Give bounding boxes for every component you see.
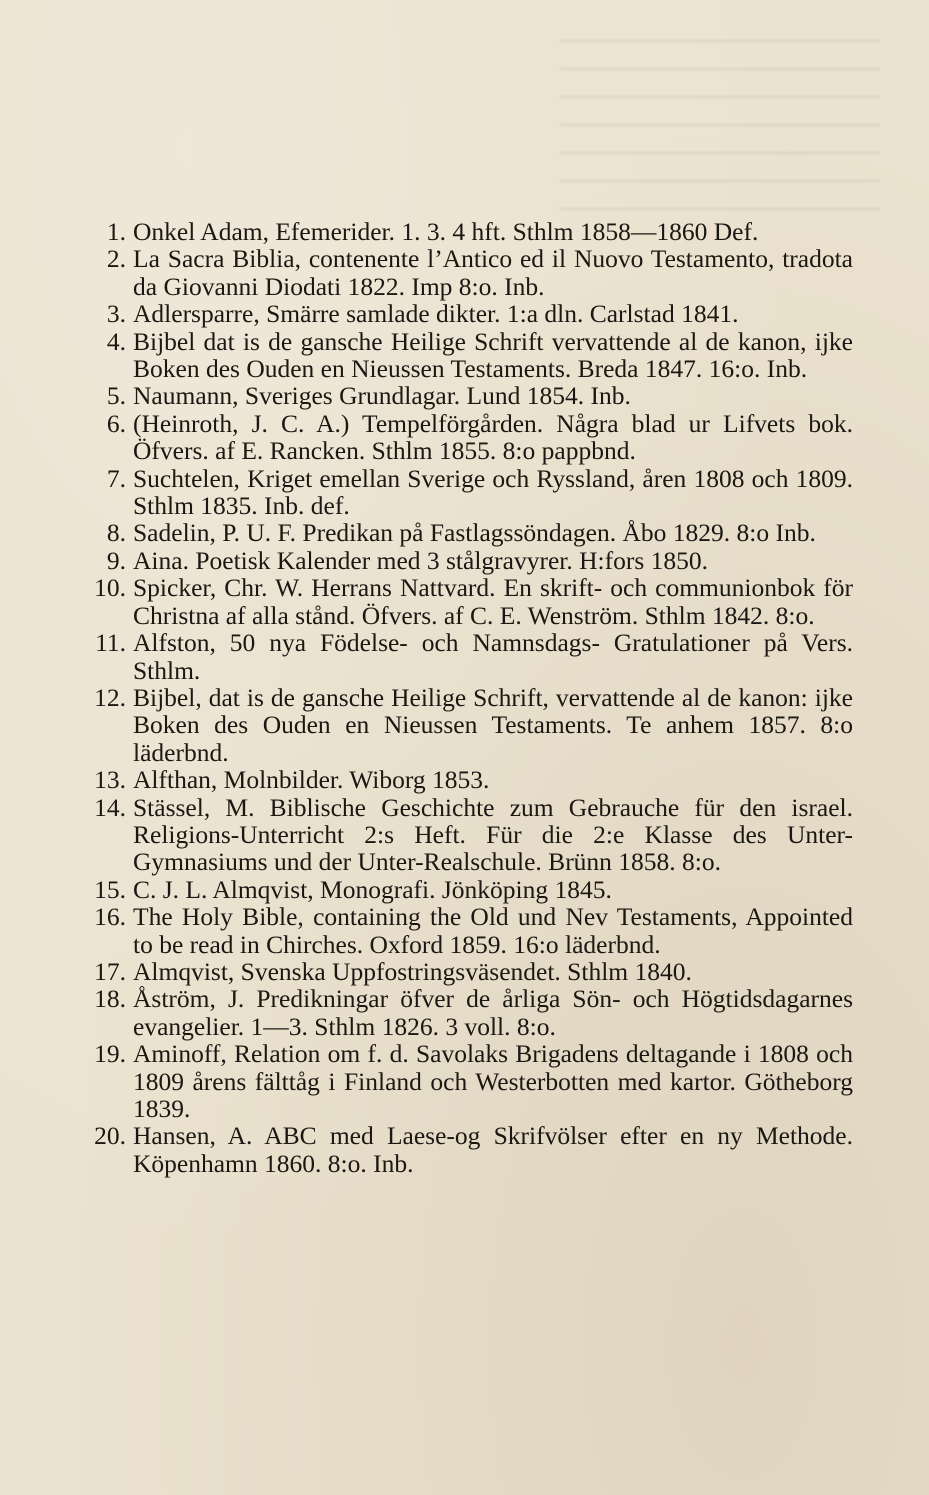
catalog-entry [0,574,929,629]
entry-number: 20. [94,1121,126,1151]
entry-number: 9. [106,545,126,575]
entry-number: 13. [94,765,126,795]
catalog-entry [0,382,929,409]
catalog-entry [0,876,929,903]
entry-text: (Heinroth, J. C. A.) Tempelförgården. Några blad ur Lifvets bok. Öfvers. af E. Rancken. Sthlm 1855. 8:o pappbnd. [133,408,853,466]
entry-text: Suchtelen, Kriget emellan Sverige och Ryssland, åren 1808 och 1809. Sthlm 1835. Inb. def. [133,463,853,521]
entry-number: 5. [106,381,126,411]
entry-text: Alfthan, Molnbilder. Wiborg 1853. [133,765,490,795]
entry-number: 8. [106,518,126,548]
entry-text: Åström, J. Predikningar öfver de årliga Sön- och Högtidsdagarnes evangelier. 1—3. Sthlm 1826. 3 voll. 8:o. [133,984,853,1041]
entry-number: 12. [94,682,126,712]
catalog-entry [0,547,929,574]
entry-text: The Holy Bible, containing the Old und Nev Testaments, Appointed to be read in Chirches. Oxford 1859. 16:o läderbnd. [133,902,853,959]
catalog-entry [0,410,929,465]
catalog-entry-list [0,218,929,1177]
entry-number: 17. [94,956,126,986]
entry-number: 4. [106,326,126,356]
catalog-entry [0,300,929,327]
entry-number: 11. [95,628,126,658]
entry-text: Stässel, M. Biblische Geschichte zum Gebrauche für den israel. Religions-Unterricht 2:s Heft. Für die 2:e Klasse des Unter-Gymnasiums und der Unter-Realschule. Brünn 1858. 8:o. [133,792,853,877]
entry-text: C. J. L. Almqvist, Monografi. Jönköping 1845. [133,874,612,904]
show-through-text [560,40,880,210]
entry-number: 16. [94,902,126,932]
entry-number: 14. [94,792,126,822]
catalog-entry [0,1040,929,1122]
catalog-entry [0,903,929,958]
entry-text: Bijbel dat is de gansche Heilige Schrift vervattende al de kanon, ijke Boken des Ouden en Nieussen Testaments. Breda 1847. 16:o. Inb. [133,326,853,384]
catalog-entry [0,629,929,684]
entry-text: Onkel Adam, Efemerider. 1. 3. 4 hft. Sthlm 1858—1860 Def. [133,217,759,246]
entry-text: Hansen, A. ABC med Laese-og Skrifvölser efter en ny Methode. Köpenhamn 1860. 8:o. Inb. [133,1121,853,1178]
catalog-entry [0,218,929,245]
entry-text: Alfston, 50 nya Födelse- och Namnsdags- Gratulationer på Vers. Sthlm. [133,628,853,685]
catalog-entry [0,245,929,300]
entry-text: Adlersparre, Smärre samlade dikter. 1:a dln. Carlstad 1841. [133,299,739,329]
entry-text: Aminoff, Relation om f. d. Savolaks Brigadens deltagande i 1808 och 1809 årens fälttåg i Finland och Westerbotten med kartor. Götheborg 1839. [133,1039,853,1123]
catalog-entry [0,1122,929,1177]
entry-text: La Sacra Biblia, contenente l’Antico ed il Nuovo Testamento, tradota da Giovanni Diodati 1822. Imp 8:o. Inb. [133,244,853,301]
entry-number: 15. [94,874,126,904]
catalog-entry [0,958,929,985]
catalog-entry [0,328,929,383]
entry-number: 19. [94,1039,126,1069]
entry-number: 1. [106,217,126,246]
catalog-entry [0,794,929,876]
entry-number: 2. [106,244,126,274]
entry-number: 10. [94,573,126,603]
entry-text: Spicker, Chr. W. Herrans Nattvard. En skrift- och communionbok för Christna af alla stånd. Öfvers. af C. E. Wenström. Sthlm 1842. 8:o. [133,573,853,630]
entry-text: Bijbel, dat is de gansche Heilige Schrift, vervattende al de kanon: ijke Boken des Ouden en Nieussen Testaments. Te anhem 1857. 8:o läderbnd. [133,682,853,767]
catalog-entry [0,519,929,546]
catalog-entry [0,684,929,766]
catalog-entry [0,766,929,793]
entry-number: 3. [106,299,126,329]
entry-number: 6. [106,408,126,438]
catalog-entry [0,465,929,520]
entry-text: Aina. Poetisk Kalender med 3 stålgravyrer. H:fors 1850. [133,545,709,575]
catalog-entry [0,985,929,1040]
entry-number: 7. [106,463,126,493]
entry-text: Sadelin, P. U. F. Predikan på Fastlagssöndagen. Åbo 1829. 8:o Inb. [133,518,816,548]
entry-text: Naumann, Sveriges Grundlagar. Lund 1854. Inb. [133,381,631,411]
entry-text: Almqvist, Svenska Uppfostringsväsendet. Sthlm 1840. [133,956,692,986]
entry-number: 18. [94,984,126,1014]
